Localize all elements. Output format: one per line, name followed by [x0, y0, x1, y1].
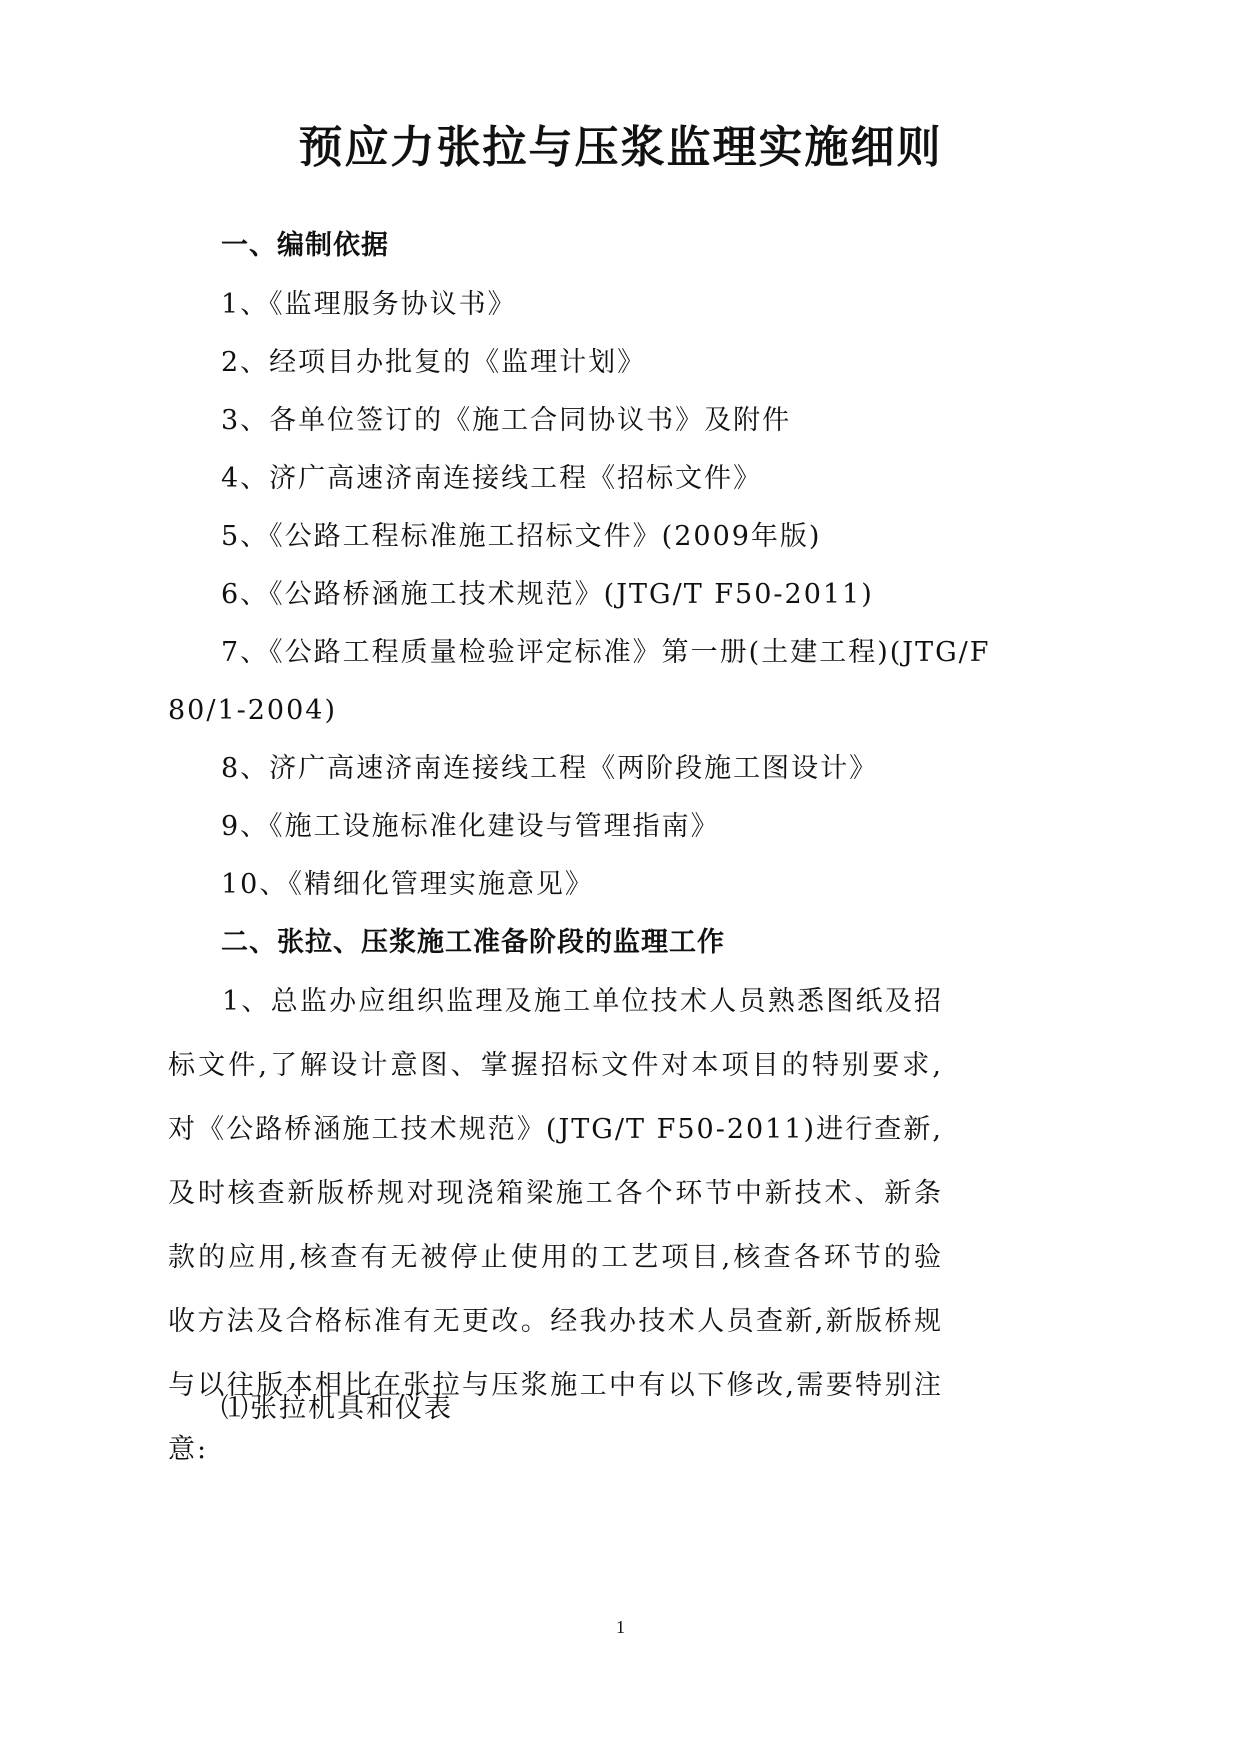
section-heading-basis: 一、编制依据 [221, 230, 389, 261]
list-item: 3、各单位签订的《施工合同协议书》及附件 [221, 405, 792, 436]
list-item: 2、经项目办批复的《监理计划》 [221, 347, 647, 378]
list-item: 10、《精细化管理实施意见》 [221, 869, 594, 900]
list-item: 9、《施工设施标准化建设与管理指南》 [221, 811, 720, 842]
list-item: 7、《公路工程质量检验评定标准》第一册(土建工程)(JTG/F [221, 637, 991, 668]
list-item: 6、《公路桥涵施工技术规范》(JTG/T F50-2011) [221, 579, 874, 610]
section-heading-preparation: 二、张拉、压浆施工准备阶段的监理工作 [221, 927, 725, 958]
list-item-continuation: 80/1-2004) [168, 695, 338, 726]
list-item: 8、济广高速济南连接线工程《两阶段施工图设计》 [221, 753, 879, 784]
document-title: 预应力张拉与压浆监理实施细则 [298, 122, 943, 173]
sub-item: ⑴张拉机具和仪表 [221, 1393, 453, 1424]
page-number: 1 [616, 1617, 625, 1637]
body-paragraph: 1、总监办应组织监理及施工单位技术人员熟悉图纸及招标文件,了解设计意图、掌握招标文件对本项目的特别要求,对《公路桥涵施工技术规范》(JTG/T F50-2011)进行查新,及时核查新版桥规对现浇箱梁施工各个环节中新技术、新条款的应用,核查有无被停止使用的工艺项目,核查各环节的验收方法及合格标准有无更改。经我办技术人员查新,新版桥规与以往版本相比在张拉与压浆施工中有以下修改,需要特别注意: [168, 986, 943, 1465]
list-item: 5、《公路工程标准施工招标文件》(2009年版) [221, 521, 822, 552]
list-item: 4、济广高速济南连接线工程《招标文件》 [221, 463, 763, 494]
list-item: 1、《监理服务协议书》 [221, 289, 517, 320]
